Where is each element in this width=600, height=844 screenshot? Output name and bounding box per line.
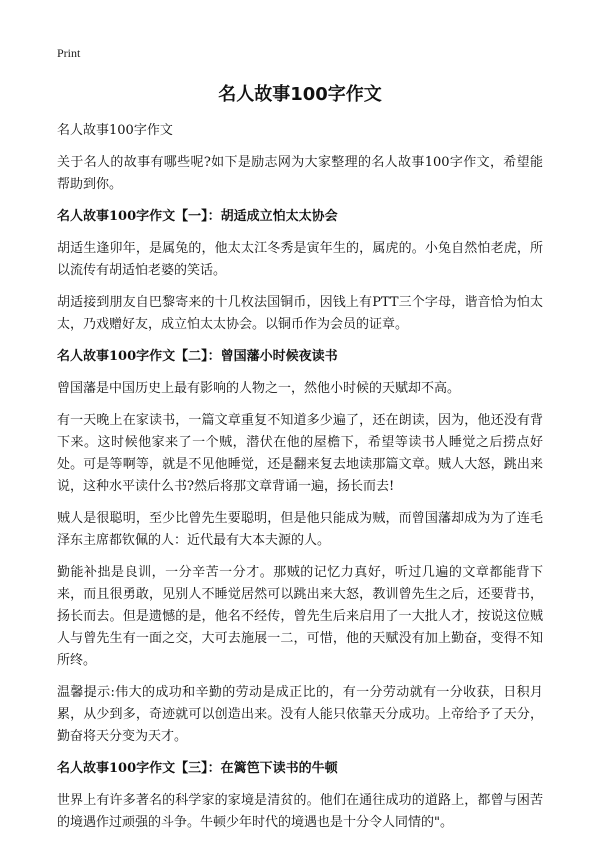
paragraph: 曾国藩是中国历史上最有影响的人物之一，然他小时候的天赋却不高。: [57, 381, 461, 396]
paragraph: 世界上有许多著名的科学家的家境是清贫的。他们在通往成功的道路上，都曾与困苦的境遇作过顽强的斗争。牛顿少年时代的境遇也是十分令人同情的"。: [57, 793, 543, 830]
intro-paragraph: 关于名人的故事有哪些呢?如下是励志网为大家整理的名人故事100字作文，希望能帮助到你。: [57, 155, 543, 192]
page-title: 名人故事100字作文: [218, 84, 382, 105]
section-heading-3: 名人故事100字作文【三】：在篱笆下读书的牛顿: [57, 761, 338, 776]
article-body: [57, 120, 543, 844]
paragraph: 胡适生逢卯年，是属兔的，他太太江冬秀是寅年生的，属虎的。小兔自然怕老虎，所以流传有胡适怕老婆的笑话。: [57, 241, 543, 278]
section-heading-2: 名人故事100字作文【二】：曾国藩小时候夜读书: [57, 349, 338, 364]
paragraph: 有一天晚上在家读书，一篇文章重复不知道多少遍了，还在朗读，因为，他还没有背下来。这时候他家来了一个贼，潜伏在他的屋檐下，希望等读书人睡觉之后捞点好处。可是等啊等，就是不见他睡觉，还是翻来复去地读那篇文章。贼人大怒，跳出来说，这种水平读什么书?然后将那文章背诵一遍，扬长而去!: [57, 413, 543, 494]
paragraph: 贼人是很聪明，至少比曾先生要聪明，但是他只能成为贼，而曾国藩却成为为了连毛泽东主席都钦佩的人：近代最有大本夫源的人。: [57, 511, 543, 548]
print-link[interactable]: Print: [57, 46, 81, 60]
paragraph: 勤能补拙是良训，一分辛苦一分才。那贼的记忆力真好，听过几遍的文章都能背下来，而且很勇敢，见别人不睡觉居然可以跳出来大怒，教训曾先生之后，还要背书，扬长而去。但是遗憾的是，他名不经传，曾先生后来启用了一大批人才，按说这位贼人与曾先生有一面之交，大可去施展一二，可惜，他的天赋没有加上勤奋，变得不知所终。: [57, 565, 543, 668]
tip-paragraph: 温馨提示:伟大的成功和辛勤的劳动是成正比的，有一分劳动就有一分收获，日积月累，从少到多，奇迹就可以创造出来。没有人能只依靠天分成功。上帝给予了天分，勤奋将天分变为天才。: [57, 685, 543, 744]
paragraph: 胡适接到朋友自巴黎寄来的十几枚法国铜币，因钱上有PTT三个字母，谐音恰为怕太太，乃戏赠好友，成立怕太太协会。以铜币作为会员的证章。: [57, 295, 543, 332]
article-subtitle: 名人故事100字作文: [57, 123, 173, 138]
section-heading-1: 名人故事100字作文【一】：胡适成立怕太太协会: [57, 209, 338, 224]
